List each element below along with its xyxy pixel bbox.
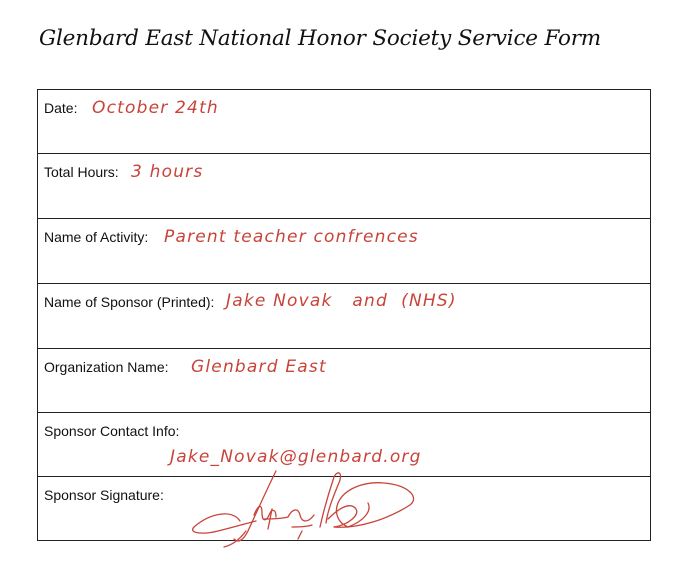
- sponsor-name-value: Jake Novak and (NHS): [226, 291, 457, 311]
- form-title: Glenbard East National Honor Society Service Form: [39, 26, 601, 51]
- contact-label: Sponsor Contact Info:: [44, 423, 180, 439]
- signature-row: [38, 477, 650, 541]
- activity-label: Name of Activity:: [44, 229, 149, 245]
- organization-label: Organization Name:: [44, 359, 169, 375]
- contact-row: [38, 413, 650, 477]
- organization-value: Glenbard East: [191, 357, 327, 377]
- activity-row: [38, 219, 650, 284]
- signature-label: Sponsor Signature:: [44, 487, 164, 503]
- total-hours-label: Total Hours:: [44, 164, 119, 180]
- total-hours-row: [38, 154, 650, 219]
- date-value: October 24th: [92, 98, 219, 118]
- organization-row: [38, 349, 650, 413]
- contact-value: Jake_Novak@glenbard.org: [170, 447, 422, 467]
- date-label: Date:: [44, 100, 78, 116]
- total-hours-value: 3 hours: [131, 162, 204, 182]
- sponsor-name-label: Name of Sponsor (Printed):: [44, 294, 215, 310]
- activity-value: Parent teacher confrences: [164, 227, 419, 247]
- signature-mark: [188, 469, 418, 549]
- sponsor-name-row: [38, 284, 650, 349]
- date-row: [38, 90, 650, 154]
- service-form-table: [37, 89, 651, 541]
